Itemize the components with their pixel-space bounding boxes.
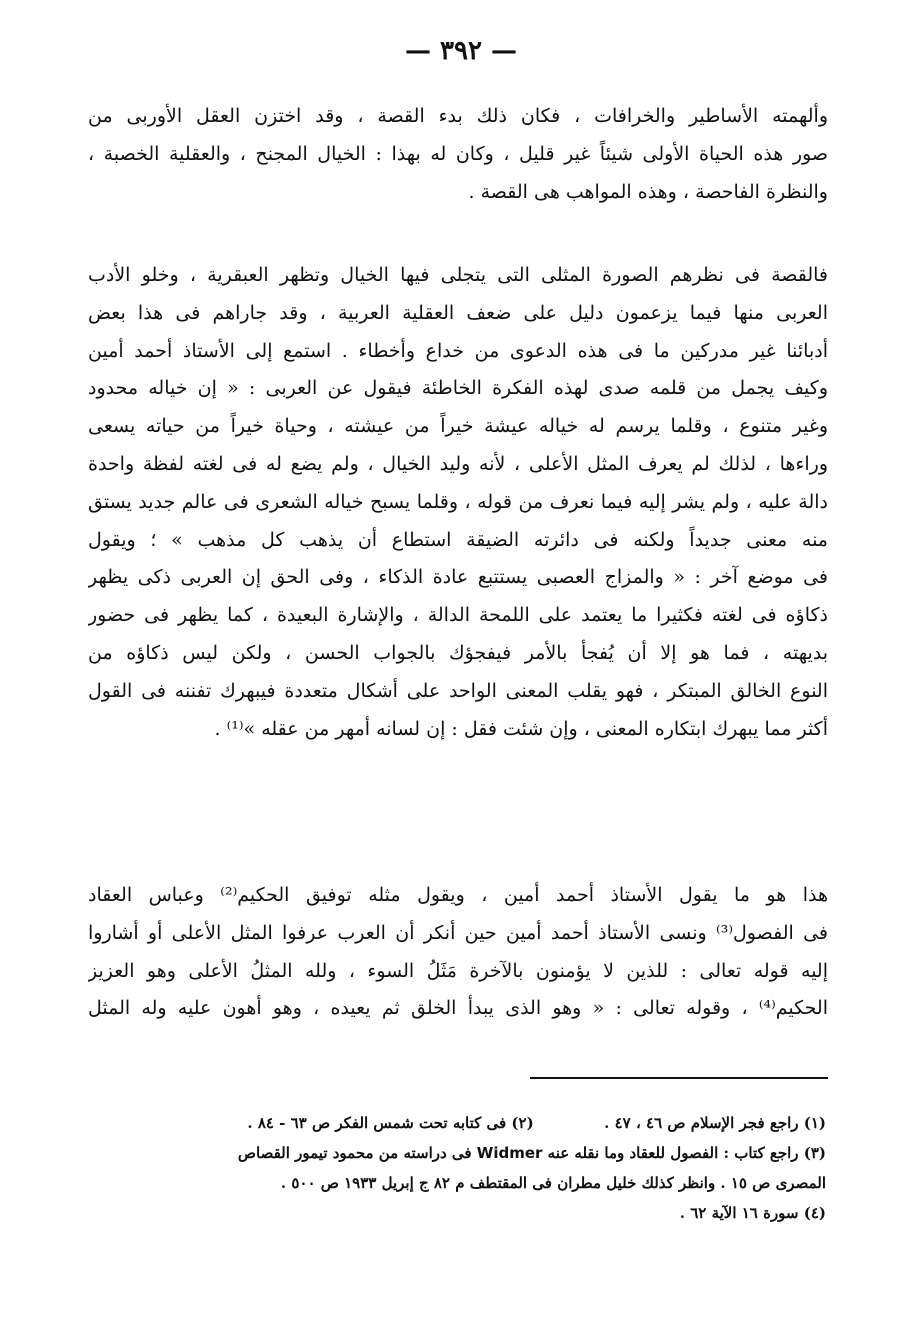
text-line: دالة عليه ، ولم يشر إليه فيما نعرف من قوله ، وقلما يسبح خياله الشعرى فى عالم جديد يستق (88, 490, 828, 513)
text-line: وألهمته الأساطير والخرافات ، فكان ذلك بدء القصة ، وقد اختزن العقل الأوربى من (88, 105, 828, 127)
text-line: صور هذه الحياة الأولى شيئاً غير قليل ، وكان له بهذا : الخيال المجنح ، والعقلية الخصبة ، (88, 142, 828, 165)
text-line: منه معنى جديداً ولكنه فى دائرته الضيقة استطاع أن يذهب كل مذهب » ؛ ويقول (88, 528, 828, 551)
text-line: فى الفصول⁽³⁾ ونسى الأستاذ أحمد أمين حين أنكر أن العرب عرفوا المثل الأعلى أو أشاروا (88, 921, 828, 944)
footnote-line (112, 1108, 826, 1138)
text-line: النوع الخالق المبتكر ، فهو يقلب المعنى الواحد على أشكال متعددة فيبهرك تفننه فى القول (88, 679, 828, 702)
text-line: العربى منها فيما يزعمون دليل على ضعف العقلية العربية ، وقد جاراهم فى هذا بعض (88, 301, 828, 324)
text-line: وغير متنوع ، وقلما يرسم له خياله عيشة خيراً من عيشته ، وحياة خيراً من حياته يسعى (88, 415, 828, 438)
text-line: ذكاؤه فى لغته فكثيرا ما يعتمد على اللمحة الدالة ، والإشارة البعيدة ، كما يظهر فى حضور (88, 604, 828, 627)
paragraph-3 (88, 877, 828, 1028)
text-line: والنظرة الفاحصة ، وهذه المواهب هى القصة . (468, 180, 828, 203)
footnote-line (112, 1198, 826, 1228)
footnote-1: (١) راجع فجر الإسلام ص ٤٦ ، ٤٧ . (604, 1114, 826, 1132)
text-line: أدبائنا غير مدركين ما فى هذه الدعوى من خداع وأخطاء . استمع إلى الأستاذ أحمد أمين (88, 339, 828, 362)
footnote-line (112, 1138, 826, 1168)
text-line: بديهته ، فما هو إلا أن يُفجأ بالأمر فيفجؤك بالجواب الحسن ، ولكن ليس ذكاؤه من (88, 641, 828, 664)
footnote-4: (٤) سورة ١٦ الآية ٦٢ . (679, 1204, 826, 1222)
paragraph-2 (88, 257, 828, 748)
text-line: فى موضع آخر : « والمزاج العصبى يستتبع عادة الذكاء ، وفى الحق إن العربى ذكى يظهر (88, 566, 828, 589)
footnote-line (112, 1168, 826, 1198)
footnote-3-end: فى دراسته من محمود تيمور القصاص (237, 1144, 472, 1162)
text-line: إليه قوله تعالى : للذين لا يؤمنون بالآخرة مَثَلُ السوء ، ولله المثلُ الأعلى وهو العزيز (88, 959, 828, 982)
footnotes (112, 1108, 826, 1228)
text-line: أكثر مما يبهرك ابتكاره المعنى ، وإن شئت فقل : إن لسانه أمهر من عقله »⁽¹⁾ . (214, 717, 828, 740)
footnote-2: (٢) فى كتابه تحت شمس الفكر ص ٦٣ - ٨٤ . (247, 1114, 534, 1132)
text-line: وكيف يجمل من قلمه صدى لهذه الفكرة الخاطئة فيقول عن العربى : « إن خياله محدود (88, 377, 828, 400)
text-line: هذا هو ما يقول الأستاذ أحمد أمين ، ويقول مثله توفيق الحكيم⁽²⁾ وعباس العقاد (88, 884, 828, 906)
footnote-3-start: (٣) راجع كتاب : الفصول للعقاد وما نقله عنه (547, 1144, 826, 1162)
paragraph-1 (88, 98, 828, 211)
page-number: — ٣٩٢ — (404, 36, 518, 66)
text-line: الحكيم⁽⁴⁾ ، وقوله تعالى : « وهو الذى يبدأ الخلق ثم يعيده ، وهو أهون عليه وله المثل (88, 997, 828, 1020)
footnote-3-author: Widmer (476, 1144, 543, 1162)
footnote-3-continued: المصرى ص ١٥ . وانظر كذلك خليل مطران فى المقتطف م ٨٢ ج إبريل ١٩٣٣ ص ٥٠٠ . (280, 1174, 826, 1192)
text-line: فالقصة فى نظرهم الصورة المثلى التى يتجلى فيها الخيال وتظهر العبقرية ، وخلو الأدب (88, 264, 828, 286)
footnote-separator (530, 1077, 828, 1079)
text-line: وراءها ، لذلك لم يعرف المثل الأعلى ، لأنه وليد الخيال ، ولم يضع له فى لغته لفظة واحدة (88, 452, 828, 475)
